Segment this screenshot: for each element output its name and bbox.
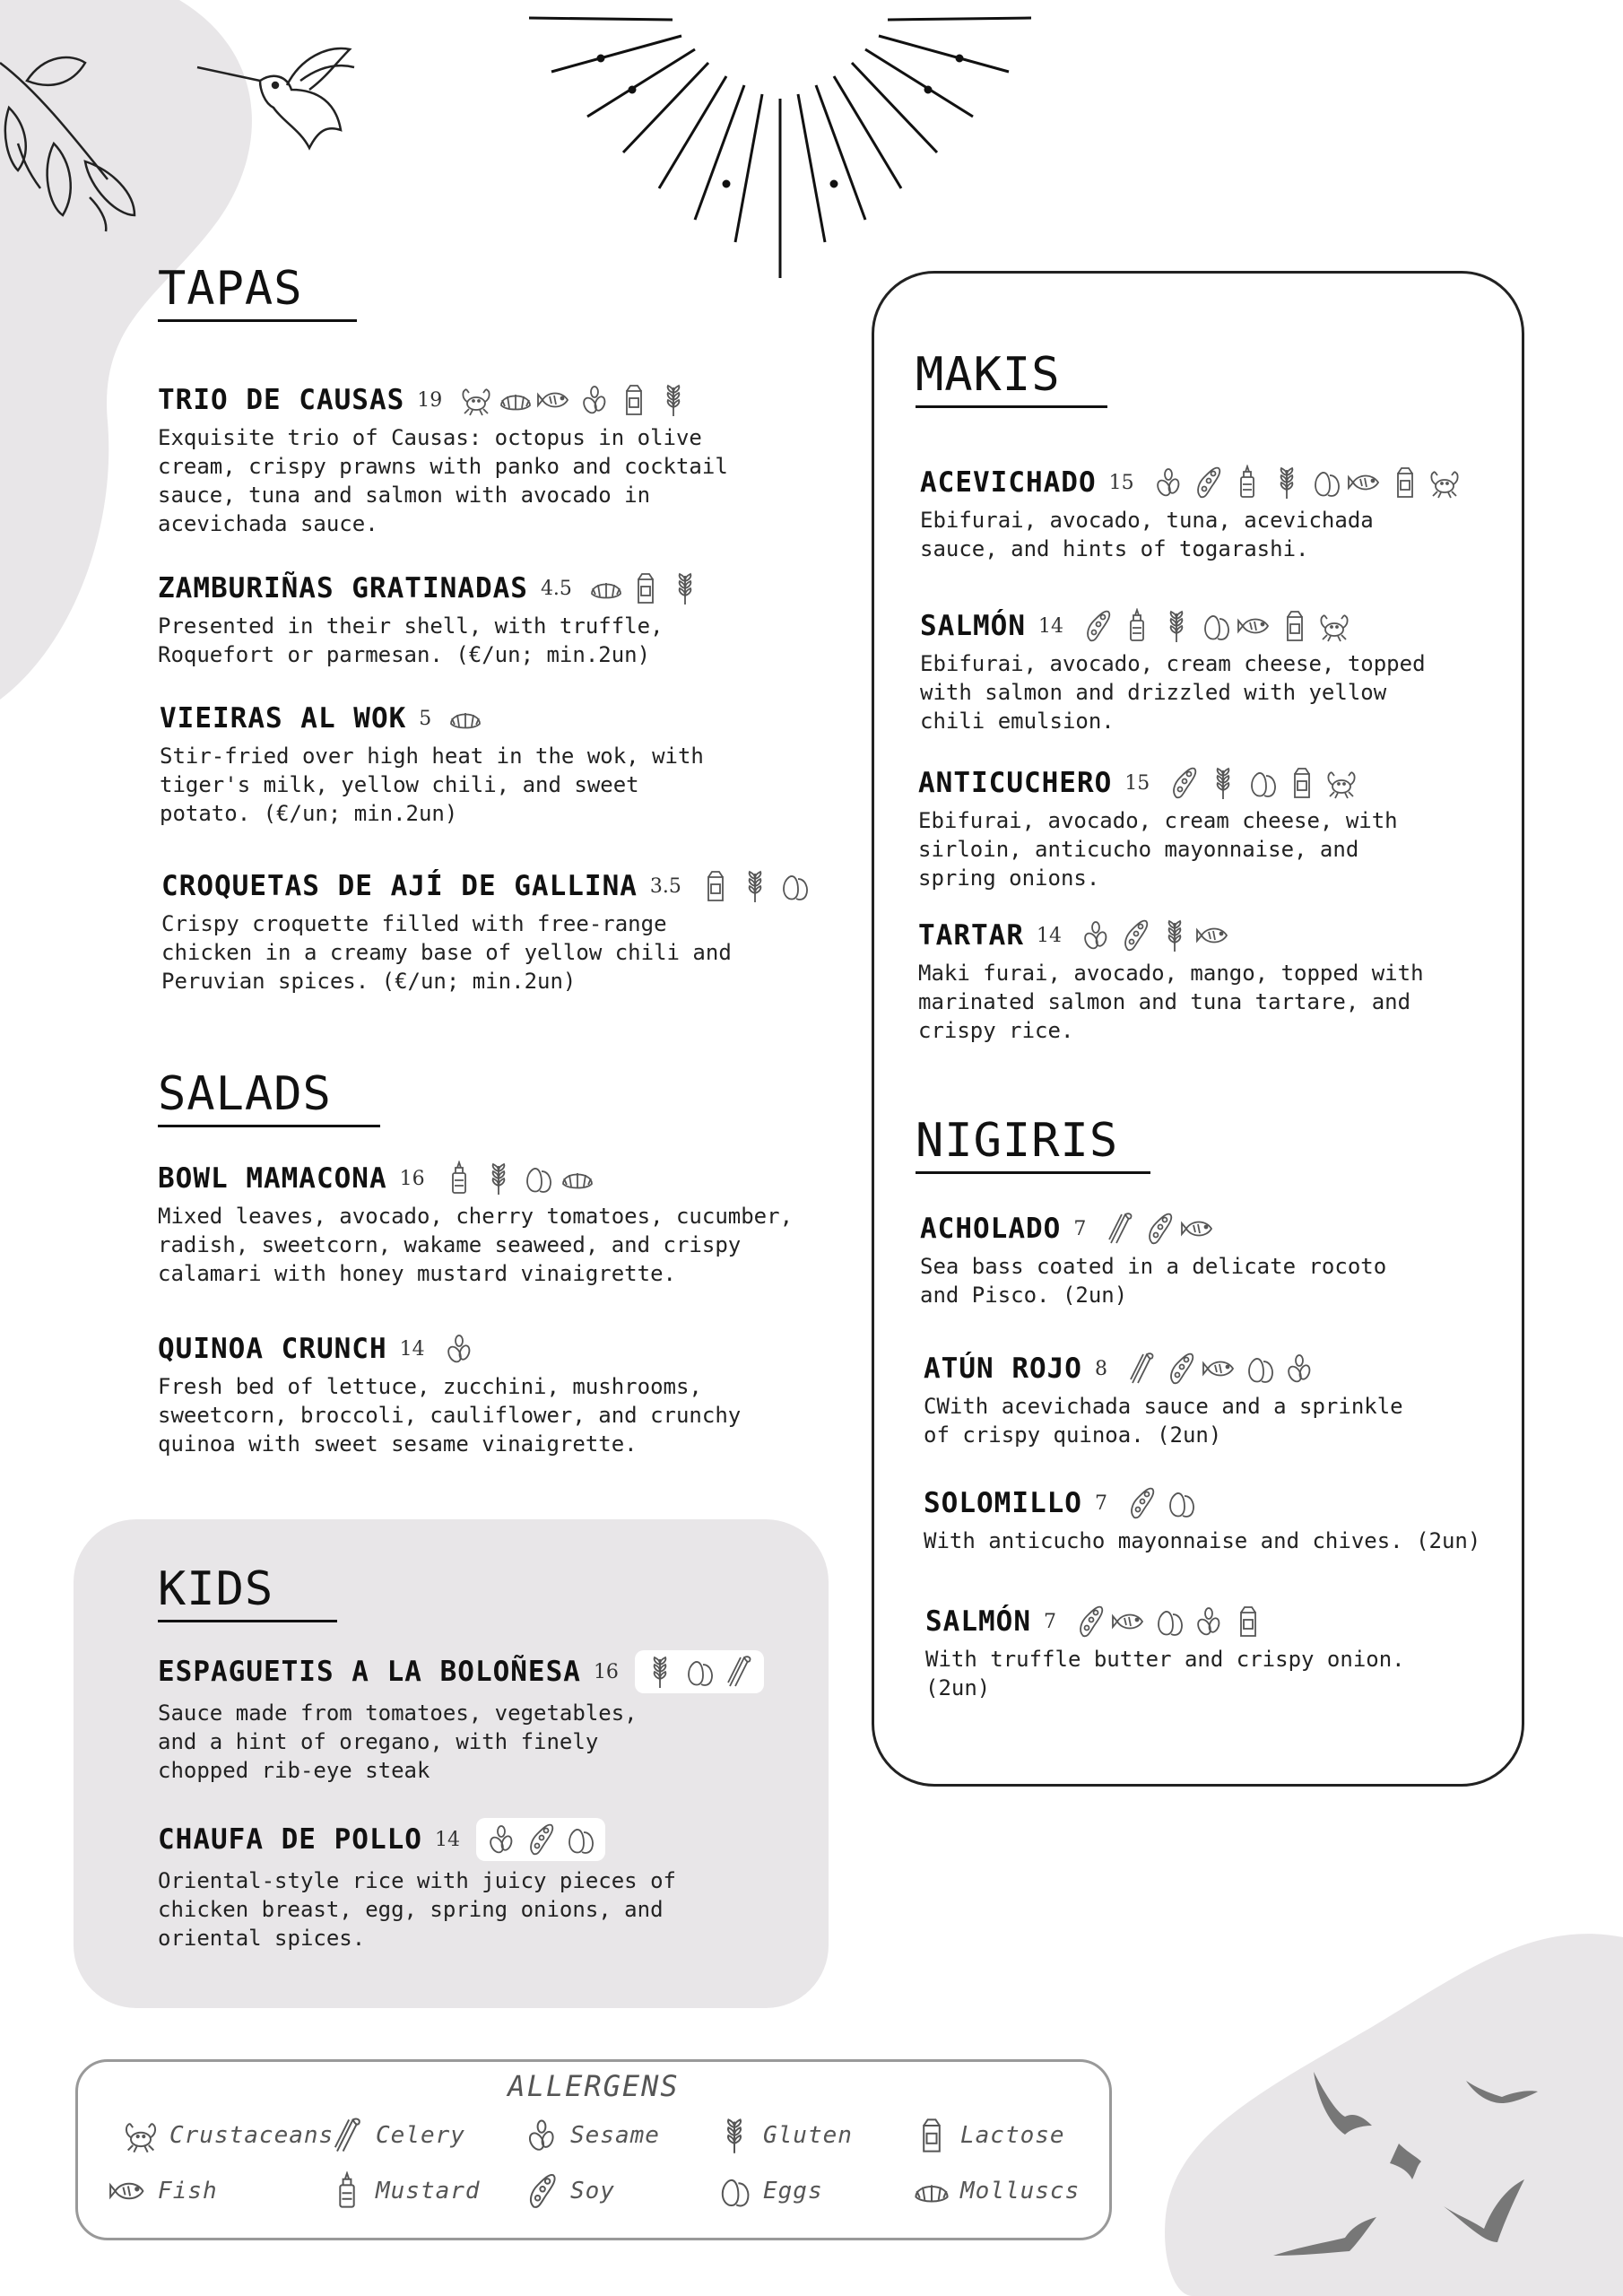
allergen-icons xyxy=(698,868,812,904)
item-price: 14 xyxy=(1037,614,1063,638)
allergen-label: Fish xyxy=(158,2178,218,2205)
fish-icon xyxy=(109,2171,149,2211)
crustacean-icon xyxy=(121,2116,161,2155)
item-header xyxy=(158,1650,764,1693)
soy-icon xyxy=(1166,765,1202,801)
egg-icon xyxy=(1245,765,1280,801)
item-name: CROQUETAS DE AJÍ DE GALLINA xyxy=(161,870,638,902)
makis-item xyxy=(920,465,1462,563)
item-header xyxy=(918,765,1398,801)
item-price: 15 xyxy=(1124,771,1150,795)
allergen-icons xyxy=(1124,1351,1317,1387)
item-description: Ebifurai, avocado, cream cheese, topped with salmon and drizzled with yellow chili emulsion. xyxy=(920,651,1426,734)
item-name: SOLOMILLO xyxy=(924,1487,1082,1519)
allergen-icons xyxy=(441,1331,477,1367)
item-header xyxy=(160,700,704,736)
mustard-icon xyxy=(1229,465,1265,500)
allergen-entry xyxy=(109,2171,218,2211)
item-header xyxy=(158,1331,741,1367)
item-price: 3.5 xyxy=(649,874,681,898)
gluten-icon xyxy=(1157,918,1193,953)
item-name: CHAUFA DE POLLO xyxy=(158,1823,422,1856)
item-description: Oriental-style rice with juicy pieces of chicken breast, egg, spring onions, and oriental spices. xyxy=(158,1868,676,1951)
fish-icon xyxy=(1348,465,1384,500)
allergen-label: Soy xyxy=(570,2178,615,2205)
birds-illustration xyxy=(1264,2063,1560,2278)
crustacean-icon xyxy=(1316,608,1352,644)
item-description: Sea bass coated in a delicate rocoto and Pisco. (2un) xyxy=(920,1254,1387,1308)
item-header xyxy=(925,1604,1405,1639)
gluten-icon xyxy=(667,570,703,606)
item-description: Maki furai, avocado, mango, topped with marinated salmon and tuna tartare, and crispy rice. xyxy=(918,961,1424,1043)
item-description: Ebifurai, avocado, tuna, acevichada sauce, and hints of togarashi. xyxy=(920,508,1374,561)
item-price: 7 xyxy=(1043,1610,1056,1633)
allergen-icons xyxy=(1102,1211,1217,1247)
item-price: 5 xyxy=(419,707,432,730)
allergen-icons xyxy=(441,1161,595,1196)
kids-item xyxy=(158,1818,676,1952)
fish-icon xyxy=(1237,608,1273,644)
tapas-item xyxy=(158,570,703,669)
item-name: ACHOLADO xyxy=(920,1213,1062,1245)
fish-icon xyxy=(1112,1604,1148,1639)
egg-icon xyxy=(1242,1351,1278,1387)
mustard-icon xyxy=(441,1161,477,1196)
allergen-icons xyxy=(1078,918,1232,953)
item-name: ACEVICHADO xyxy=(920,466,1097,499)
allergen-entry xyxy=(327,2171,481,2211)
nigiris-item xyxy=(924,1485,1480,1555)
item-name: ZAMBURIÑAS GRATINADAS xyxy=(158,572,528,604)
mollusc-icon xyxy=(912,2171,951,2211)
allergen-label: Eggs xyxy=(763,2178,823,2205)
item-header xyxy=(158,1818,676,1861)
allergen-label: Sesame xyxy=(570,2122,660,2149)
celery-icon xyxy=(1124,1351,1159,1387)
item-name: TARTAR xyxy=(918,919,1024,952)
item-price: 8 xyxy=(1094,1357,1107,1380)
egg-icon xyxy=(520,1161,556,1196)
fish-icon xyxy=(1181,1211,1217,1247)
gluten-icon xyxy=(655,382,691,418)
allergen-label: Molluscs xyxy=(960,2178,1081,2205)
nigiris-item xyxy=(925,1604,1405,1702)
item-price: 15 xyxy=(1108,471,1134,494)
makis-item xyxy=(918,918,1424,1045)
gluten-icon xyxy=(1159,608,1194,644)
allergen-icons xyxy=(1150,465,1462,500)
item-header xyxy=(924,1485,1480,1521)
gluten-icon xyxy=(737,868,773,904)
allergen-entry xyxy=(912,2171,1080,2211)
soy-icon xyxy=(1190,465,1226,500)
sun-rays-illustration xyxy=(525,9,1036,278)
allergen-entry xyxy=(715,2171,823,2211)
item-name: VIEIRAS AL WOK xyxy=(160,702,407,735)
item-price: 19 xyxy=(417,388,443,412)
allergen-icons xyxy=(1166,765,1359,801)
allergen-icons xyxy=(1124,1485,1199,1521)
allergen-entry xyxy=(121,2116,334,2155)
allergens-legend xyxy=(75,2059,1112,2240)
egg-icon xyxy=(1151,1604,1187,1639)
allergen-icons xyxy=(476,1818,605,1861)
egg-icon xyxy=(1163,1485,1199,1521)
item-header xyxy=(920,608,1426,644)
item-name: ESPAGUETIS A LA BOLOÑESA xyxy=(158,1656,581,1688)
item-header xyxy=(918,918,1424,953)
sesame-icon xyxy=(1078,918,1114,953)
soy-icon xyxy=(1117,918,1153,953)
allergen-entry xyxy=(522,2116,660,2155)
allergen-icons xyxy=(635,1650,764,1693)
allergen-icons xyxy=(1072,1604,1266,1639)
item-header xyxy=(158,570,703,606)
celery-icon xyxy=(721,1654,757,1690)
salads-item xyxy=(158,1161,793,1288)
item-description: With anticucho mayonnaise and chives. (2un) xyxy=(924,1528,1481,1553)
item-description: Sauce made from tomatoes, vegetables, and a hint of oregano, with finely chopped rib-eye steak xyxy=(158,1700,638,1783)
item-price: 14 xyxy=(1036,924,1062,947)
allergen-icons xyxy=(1080,608,1352,644)
item-description: Ebifurai, avocado, cream cheese, with sirloin, anticucho mayonnaise, and spring onions. xyxy=(918,808,1398,891)
sesame-icon xyxy=(522,2116,561,2155)
sesame-icon xyxy=(441,1331,477,1367)
allergen-entry xyxy=(327,2116,465,2155)
makis-item xyxy=(920,608,1426,735)
item-description: Stir-fried over high heat in the wok, with tiger's milk, yellow chili, and sweet potato. (€/un; min.2un) xyxy=(160,744,704,826)
egg-icon xyxy=(777,868,812,904)
crustacean-icon xyxy=(458,382,494,418)
nigiris-title: NIGIRIS xyxy=(916,1117,1150,1174)
item-name: ATÚN ROJO xyxy=(924,1352,1082,1385)
item-description: Mixed leaves, avocado, cherry tomatoes, cucumber, radish, sweetcorn, wakame seaweed, and crispy calamari with honey mustard vinaigrette. xyxy=(158,1204,794,1286)
allergen-label: Mustard xyxy=(376,2178,481,2205)
makis-item xyxy=(918,765,1398,892)
item-description: Presented in their shell, with truffle, Roquefort or parmesan. (€/un; min.2un) xyxy=(158,613,664,667)
soy-icon xyxy=(1072,1604,1108,1639)
item-header xyxy=(920,1211,1386,1247)
soy-icon xyxy=(1141,1211,1177,1247)
kids-title: KIDS xyxy=(158,1565,337,1622)
hummingbird-illustration xyxy=(193,40,363,166)
item-name: QUINOA CRUNCH xyxy=(158,1333,387,1365)
soy-icon xyxy=(1080,608,1115,644)
sesame-icon xyxy=(1281,1351,1317,1387)
floral-branch-illustration xyxy=(0,36,152,233)
crustacean-icon xyxy=(1427,465,1462,500)
item-description: Crispy croquette filled with free-range chicken in a creamy base of yellow chili and Peruvian spices. (€/un; min.2un) xyxy=(161,911,732,994)
gluten-icon xyxy=(1269,465,1305,500)
salads-item xyxy=(158,1331,741,1458)
fish-icon xyxy=(1196,918,1232,953)
allergen-entry xyxy=(522,2171,615,2211)
crustacean-icon xyxy=(1324,765,1359,801)
gluten-icon xyxy=(715,2116,754,2155)
allergen-label: Crustaceans xyxy=(169,2122,334,2149)
kids-item xyxy=(158,1650,764,1785)
celery-icon xyxy=(1102,1211,1138,1247)
item-price: 16 xyxy=(593,1660,619,1683)
lactose-icon xyxy=(616,382,652,418)
lactose-icon xyxy=(1284,765,1320,801)
allergen-icons xyxy=(447,700,483,736)
item-price: 7 xyxy=(1073,1217,1087,1240)
item-price: 16 xyxy=(399,1167,425,1190)
item-header xyxy=(158,382,728,418)
soy-icon xyxy=(522,2171,561,2211)
egg-icon xyxy=(715,2171,754,2211)
soy-icon xyxy=(1163,1351,1199,1387)
allergen-icons xyxy=(458,382,691,418)
mollusc-icon xyxy=(447,700,483,736)
sesame-icon xyxy=(1150,465,1186,500)
allergen-label: Gluten xyxy=(763,2122,853,2149)
item-header xyxy=(158,1161,793,1196)
mollusc-icon xyxy=(560,1161,595,1196)
lactose-icon xyxy=(1387,465,1423,500)
tapas-item xyxy=(160,700,704,828)
item-price: 4.5 xyxy=(540,577,572,600)
mustard-icon xyxy=(327,2171,367,2211)
soy-icon xyxy=(1124,1485,1159,1521)
allergens-title: ALLERGENS xyxy=(508,2069,680,2103)
item-price: 14 xyxy=(434,1828,460,1851)
sesame-icon xyxy=(577,382,612,418)
item-price: 7 xyxy=(1094,1492,1107,1515)
gluten-icon xyxy=(481,1161,516,1196)
item-description: With truffle butter and crispy onion. (2un) xyxy=(925,1647,1405,1700)
tapas-title: TAPAS xyxy=(158,265,357,322)
fish-icon xyxy=(1202,1351,1238,1387)
mollusc-icon xyxy=(588,570,624,606)
allergen-entry xyxy=(912,2116,1065,2155)
lactose-icon xyxy=(1277,608,1313,644)
item-name: BOWL MAMACONA xyxy=(158,1162,387,1195)
allergen-label: Lactose xyxy=(960,2122,1065,2149)
sesame-icon xyxy=(1191,1604,1227,1639)
egg-icon xyxy=(1308,465,1344,500)
fish-icon xyxy=(537,382,573,418)
item-description: CWith acevichada sauce and a sprinkle of crispy quinoa. (2un) xyxy=(924,1394,1403,1448)
lactose-icon xyxy=(698,868,733,904)
tapas-item xyxy=(158,382,728,538)
allergen-icons xyxy=(588,570,703,606)
item-header xyxy=(920,465,1462,500)
soy-icon xyxy=(523,1822,559,1857)
lactose-icon xyxy=(1230,1604,1266,1639)
nigiris-item xyxy=(924,1351,1403,1449)
mustard-icon xyxy=(1119,608,1155,644)
nigiris-item xyxy=(920,1211,1386,1309)
makis-title: MAKIS xyxy=(916,351,1107,408)
sesame-icon xyxy=(483,1822,519,1857)
item-price: 14 xyxy=(399,1337,425,1361)
egg-icon xyxy=(1198,608,1234,644)
salads-title: SALADS xyxy=(158,1070,380,1127)
celery-icon xyxy=(327,2116,367,2155)
gluten-icon xyxy=(642,1654,678,1690)
item-name: SALMÓN xyxy=(920,610,1026,642)
lactose-icon xyxy=(912,2116,951,2155)
lactose-icon xyxy=(628,570,664,606)
item-header xyxy=(924,1351,1403,1387)
mollusc-icon xyxy=(498,382,534,418)
item-name: ANTICUCHERO xyxy=(918,767,1113,799)
item-name: TRIO DE CAUSAS xyxy=(158,384,405,416)
allergen-entry xyxy=(715,2116,853,2155)
allergen-label: Celery xyxy=(376,2122,465,2149)
item-description: Fresh bed of lettuce, zucchini, mushrooms, sweetcorn, broccoli, cauliflower, and crunchy quinoa with sweet sesame vinaigrette. xyxy=(158,1374,742,1457)
egg-icon xyxy=(562,1822,598,1857)
item-header xyxy=(161,868,812,904)
gluten-icon xyxy=(1205,765,1241,801)
item-description: Exquisite trio of Causas: octopus in olive cream, crispy prawns with panko and cocktail sauce, tuna and salmon with avocado in acevichada sauce. xyxy=(158,425,728,536)
egg-icon xyxy=(681,1654,717,1690)
item-name: SALMÓN xyxy=(925,1605,1031,1638)
tapas-item xyxy=(161,868,812,996)
